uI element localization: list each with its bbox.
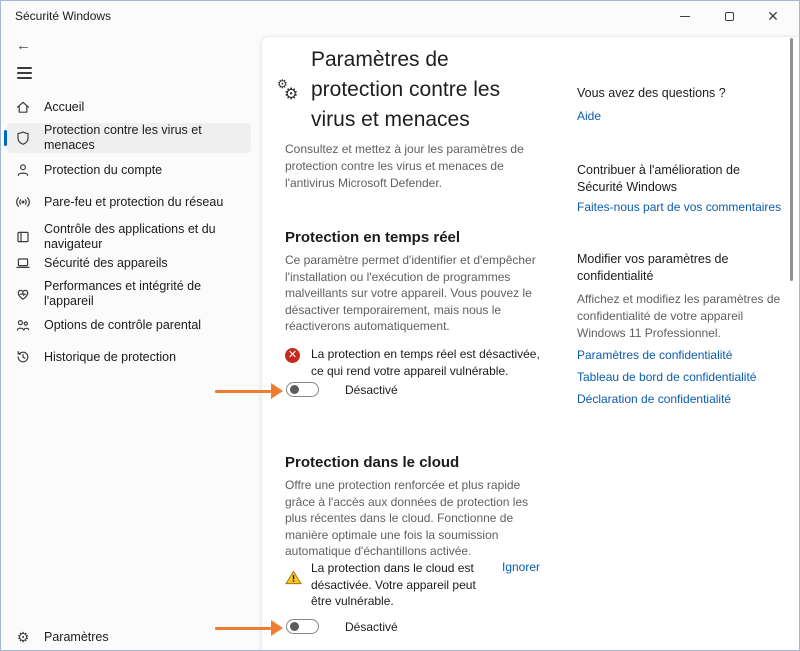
toggle-knob xyxy=(290,385,299,394)
annotation-arrow-realtime xyxy=(215,383,283,399)
sidebar-item-label: Accueil xyxy=(44,99,85,114)
family-icon xyxy=(15,317,31,333)
error-circle-icon: ✕ xyxy=(285,348,300,363)
vertical-scrollbar[interactable] xyxy=(790,38,793,281)
sidebar-item-compte[interactable] xyxy=(7,155,251,185)
window-controls xyxy=(663,1,795,31)
sidebar-item-securite-appareils[interactable] xyxy=(7,248,251,278)
sidebar-item-label: Sécurité des appareils xyxy=(44,255,168,270)
cloud-toggle-row xyxy=(286,619,398,634)
close-button[interactable] xyxy=(751,1,795,31)
cloud-toggle[interactable] xyxy=(286,619,319,634)
window-title: Sécurité Windows xyxy=(15,9,112,23)
realtime-heading: Protection en temps réel xyxy=(285,229,461,246)
sidebar-item-label: Paramètres xyxy=(44,629,109,644)
feedback-heading: Contribuer à l'amélioration de Sécurité Windows xyxy=(577,163,740,194)
privacy-dashboard-link[interactable]: Tableau de bord de confidentialité xyxy=(577,370,757,384)
sidebar xyxy=(1,1,261,651)
realtime-toggle-label: Désactivé xyxy=(345,382,398,397)
sidebar-item-historique[interactable] xyxy=(7,342,251,372)
settings-gears-icon: ⚙ ⚙ xyxy=(277,77,299,103)
sidebar-item-label: Protection du compte xyxy=(44,162,163,177)
privacy-heading: Modifier vos paramètres de confidentialité xyxy=(577,252,729,283)
sidebar-item-accueil[interactable] xyxy=(7,92,251,122)
toggle-knob xyxy=(290,622,299,631)
back-arrow-icon: ← xyxy=(16,37,31,54)
feedback-link[interactable]: Faites-nous part de vos commentaires xyxy=(577,200,782,214)
sidebar-item-label: Options de contrôle parental xyxy=(44,317,202,332)
sidebar-item-label: Performances et intégrité de l'appareil xyxy=(44,279,202,308)
sidebar-item-label: Historique de protection xyxy=(44,349,177,364)
cloud-toggle-label: Désactivé xyxy=(345,619,398,634)
sidebar-item-virus-menaces[interactable] xyxy=(7,123,251,153)
maximize-icon xyxy=(725,12,734,21)
history-icon xyxy=(15,349,31,365)
gear-icon: ⚙ xyxy=(16,628,30,645)
account-icon xyxy=(15,162,31,178)
network-icon xyxy=(15,194,31,210)
page-subtitle: Consultez et mettez à jour les paramètres de protection contre les virus et menaces de l'antivirus Microsoft Defender. xyxy=(285,142,524,190)
annotation-arrow-cloud xyxy=(215,620,283,636)
sidebar-item-label: Contrôle des applications et du navigateur xyxy=(44,222,216,251)
warning-triangle-icon xyxy=(285,570,302,585)
minimize-button[interactable] xyxy=(663,1,707,31)
aide-link[interactable]: Aide xyxy=(577,109,602,123)
sidebar-item-pare-feu[interactable] xyxy=(7,187,251,217)
cloud-description: Offre une protection renforcée et plus rapide grâce à l'accès aux données de protection les plus récentes dans le cloud. Fonctionne de manière optimale une fois la soumission automatique d'échantillons activée. xyxy=(285,478,529,558)
cloud-heading: Protection dans le cloud xyxy=(285,454,460,471)
minimize-icon xyxy=(680,16,690,17)
realtime-toggle-row xyxy=(286,382,398,397)
close-icon: ✕ xyxy=(767,8,779,24)
privacy-settings-link[interactable]: Paramètres de confidentialité xyxy=(577,348,733,362)
realtime-description: Ce paramètre permet d'identifier et d'empêcher l'installation ou l'exécution de programmes malveillants sur votre appareil. Vous pouvez le désactiver temporairement, mais nous le réactiverons automatiquement. xyxy=(285,253,536,333)
device-icon xyxy=(15,255,31,271)
questions-heading: Vous avez des questions ? xyxy=(577,86,726,100)
ignore-link[interactable]: Ignorer xyxy=(502,560,541,574)
sidebar-item-label: Protection contre les virus et menaces xyxy=(44,123,202,152)
sidebar-item-label: Pare-feu et protection du réseau xyxy=(44,194,224,209)
realtime-warning-text: La protection en temps réel est désactivée, ce qui rend votre appareil vulnérable. xyxy=(311,347,540,378)
performance-heart-icon xyxy=(15,286,31,302)
cloud-warning-text: La protection dans le cloud est désactivée. Votre appareil peut être vulnérable. xyxy=(311,561,476,608)
home-icon xyxy=(15,99,31,115)
app-browser-icon xyxy=(15,229,31,245)
cloud-warning xyxy=(285,560,500,610)
realtime-toggle[interactable] xyxy=(286,382,319,397)
sidebar-item-performances[interactable] xyxy=(7,279,251,309)
content-pane xyxy=(261,36,800,651)
privacy-description: Affichez et modifiez les paramètres de confidentialité de votre appareil Windows 11 Professionnel. xyxy=(577,292,781,340)
privacy-statement-link[interactable]: Déclaration de confidentialité xyxy=(577,392,732,406)
page-title: Paramètres de protection contre les virus et menaces xyxy=(311,48,501,131)
realtime-warning xyxy=(285,346,553,379)
sidebar-item-controle-parental[interactable] xyxy=(7,310,251,340)
maximize-button[interactable] xyxy=(707,1,751,31)
shield-icon xyxy=(15,130,31,146)
